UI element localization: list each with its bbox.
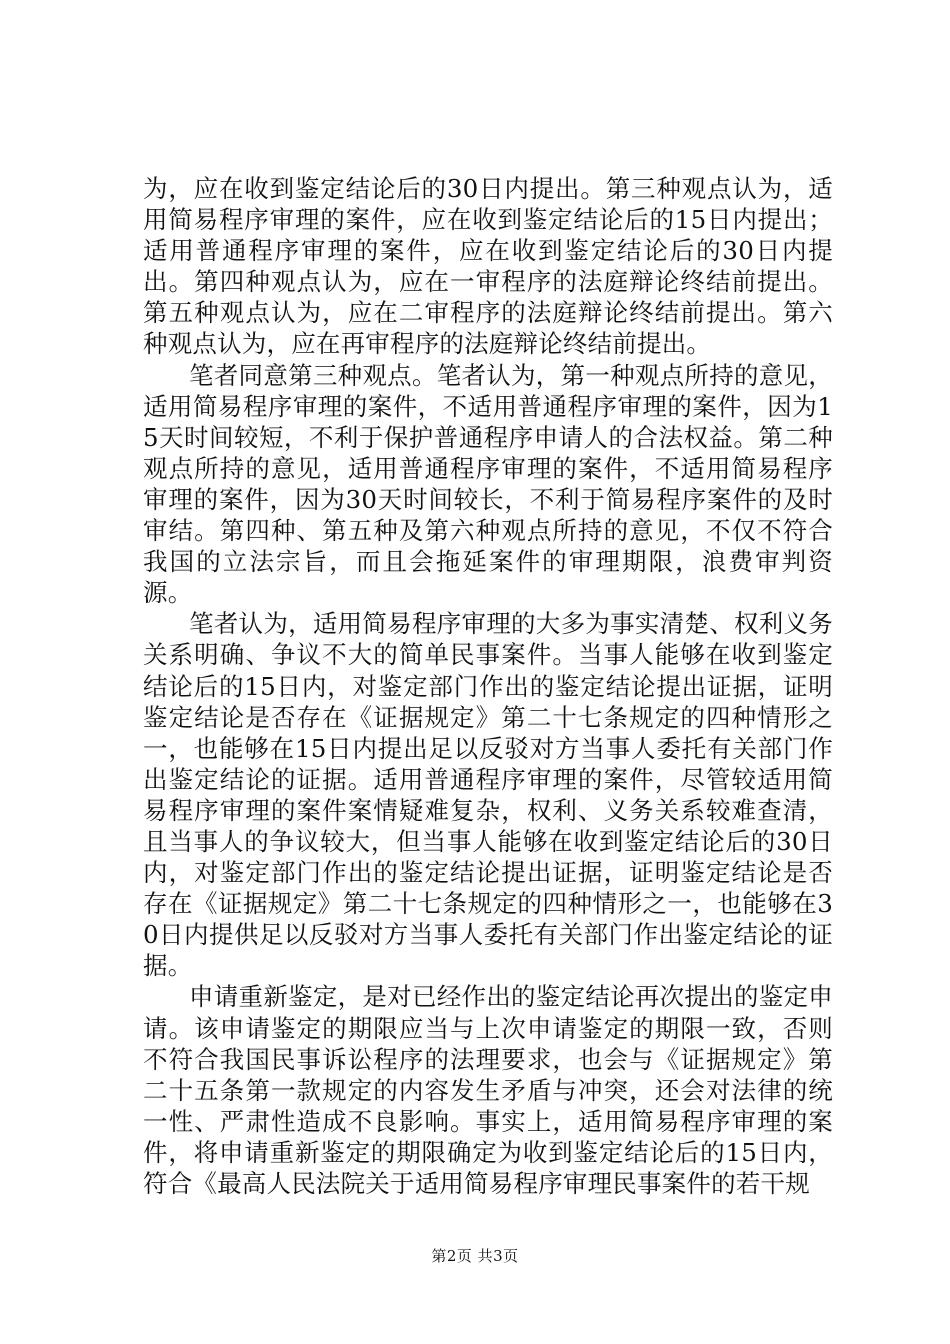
paragraph-1: 为，应在收到鉴定结论后的30日内提出。第三种观点认为，适用简易程序审理的案件，应在收到鉴定结论后的15日内提出；适用普通程序审理的案件，应在收到鉴定结论后的30日内提出。第四种观点认为，应在一审程序的法庭辩论终结前提出。第五种观点认为，应在二审程序的法庭辩论终结前提出。第六种观点认为，应在再审程序的法庭辩论终结前提出。: [143, 174, 833, 359]
page-number-footer: 第2页 共3页: [431, 1247, 519, 1265]
paragraph-2: 笔者同意第三种观点。笔者认为，第一种观点所持的意见，适用简易程序审理的案件，不适用普通程序审理的案件，因为15天时间较短，不利于保护普通程序申请人的合法权益。第二种观点所持的意见，适用普通程序审理的案件，不适用简易程序审理的案件，因为30天时间较长，不利于简易程序案件的及时审结。第四种、第五种及第六种观点所持的意见，不仅不符合我国的立法宗旨，而且会拖延案件的审理期限，浪费审判资源。: [143, 360, 833, 608]
paragraph-4: 申请重新鉴定，是对已经作出的鉴定结论再次提出的鉴定申请。该申请鉴定的期限应当与上次申请鉴定的期限一致，否则不符合我国民事诉讼程序的法理要求，也会与《证据规定》第二十五条第一款规定的内容发生矛盾与冲突，还会对法律的统一性、严肃性造成不良影响。事实上，适用简易程序审理的案件，将申请重新鉴定的期限确定为收到鉴定结论后的15日内，符合《最高人民法院关于适用简易程序审理民事案件的若干规: [143, 982, 833, 1198]
paragraph-3: 笔者认为，适用简易程序审理的大多为事实清楚、权利义务关系明确、争议不大的简单民事案件。当事人能够在收到鉴定结论后的15日内，对鉴定部门作出的鉴定结论提出证据，证明鉴定结论是否存在《证据规定》第二十七条规定的四种情形之一，也能够在15日内提出足以反驳对方当事人委托有关部门作出鉴定结论的证据。适用普通程序审理的案件，尽管较适用简易程序审理的案件案情疑难复杂，权利、义务关系较难查清，且当事人的争议较大，但当事人能够在收到鉴定结论后的30日内，对鉴定部门作出的鉴定结论提出证据，证明鉴定结论是否存在《证据规定》第二十七条规定的四种情形之一，也能够在30日内提供足以反驳对方当事人委托有关部门作出鉴定结论的证据。: [143, 609, 833, 981]
body-text: [143, 173, 833, 1199]
